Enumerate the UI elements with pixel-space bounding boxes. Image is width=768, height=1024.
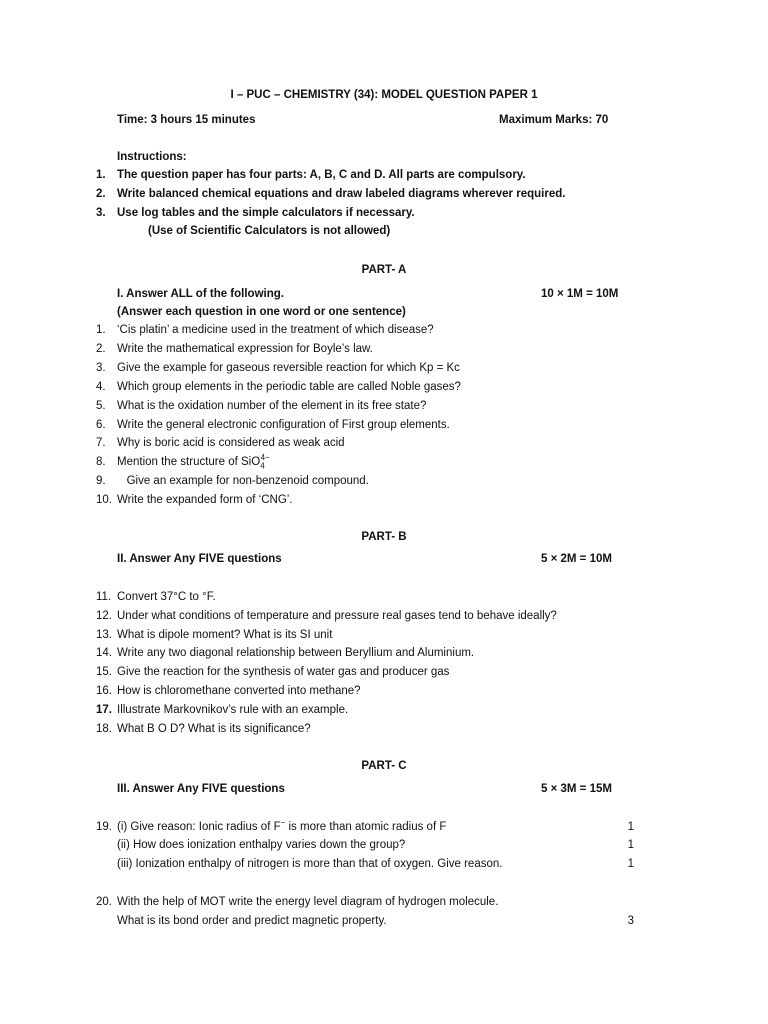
question-text: (i) Give reason: Ionic radius of F− is more than atomic radius of F: [117, 818, 447, 833]
question-text: Give the reaction for the synthesis of water gas and producer gas: [117, 666, 450, 679]
question-text: Which group elements in the periodic table are called Noble gases?: [117, 380, 461, 393]
max-marks-label: Maximum Marks: 70: [499, 114, 609, 126]
question-number: 8.: [96, 456, 106, 469]
question-text: What is dipole moment? What is its SI unit: [117, 628, 333, 641]
question-number: 17.: [96, 703, 112, 716]
part-a-instruction: I. Answer ALL of the following.: [117, 288, 284, 300]
question-text: What B O D? What is its significance?: [117, 722, 311, 735]
question-marks: 1: [627, 821, 634, 833]
question-text: (iii) Ionization enthalpy of nitrogen is more than that of oxygen. Give reason.: [117, 858, 503, 870]
question-text: Give the example for gaseous reversible reaction for which Kp = Kc: [117, 361, 460, 374]
question-number: 6.: [96, 418, 106, 431]
question-text: What is the oxidation number of the element in its free state?: [117, 399, 427, 412]
part-c-instruction: III. Answer Any FIVE questions: [117, 783, 285, 795]
question-number: 5.: [96, 399, 106, 412]
question-number: 13.: [96, 628, 112, 641]
question-number: 9.: [96, 475, 106, 488]
question-number: 10.: [96, 494, 112, 507]
question-text: Write any two diagonal relationship between Beryllium and Aluminium.: [117, 647, 475, 660]
question-marks: 1: [627, 858, 634, 870]
instruction-text: Use log tables and the simple calculators if necessary.: [117, 207, 415, 219]
instruction-number: 1.: [96, 169, 106, 181]
time-label: Time: 3 hours 15 minutes: [117, 114, 256, 126]
instruction-number: 3.: [96, 207, 106, 219]
formula-superscript: 4−: [260, 453, 270, 463]
question-number: 15.: [96, 666, 112, 679]
part-c-marks: 5 × 3M = 15M: [541, 783, 612, 795]
question-number: 11.: [96, 591, 112, 603]
instruction-text: Write balanced chemical equations and draw labeled diagrams wherever required.: [117, 188, 566, 200]
question-text: Write the general electronic configuration of First group elements.: [117, 418, 450, 431]
question-number: 4.: [96, 380, 106, 393]
question-text: Convert 37°C to °F.: [117, 591, 216, 603]
formula-subscript: 4: [260, 461, 265, 471]
question-text: (ii) How does ionization enthalpy varies down the group?: [117, 839, 406, 851]
instruction-number: 2.: [96, 188, 106, 200]
question-number: 19.: [96, 821, 112, 833]
question-number: 12.: [96, 609, 112, 622]
question-number: 3.: [96, 361, 106, 374]
question-number: 1.: [96, 324, 106, 336]
part-a-sub-instruction: (Answer each question in one word or one sentence): [117, 306, 406, 318]
instruction-text: The question paper has four parts: A, B, C and D. All parts are compulsory.: [117, 169, 526, 181]
calculator-note: (Use of Scientific Calculators is not allowed): [148, 225, 391, 237]
question-marks: 3: [627, 915, 634, 927]
question-number: 2.: [96, 342, 106, 355]
question-text: Why is boric acid is considered as weak acid: [117, 437, 345, 450]
question-number: 20.: [96, 896, 112, 908]
page-title: I – PUC – CHEMISTRY (34): MODEL QUESTION PAPER 1: [230, 89, 538, 101]
question-text: Write the expanded form of ‘CNG’.: [117, 494, 293, 507]
question-marks: 1: [627, 839, 634, 851]
part-a-marks: 10 × 1M = 10M: [541, 288, 619, 300]
part-a-heading: PART- A: [361, 264, 407, 276]
question-text: How is chloromethane converted into methane?: [117, 685, 361, 697]
question-number: 14.: [96, 647, 112, 660]
question-number: 7.: [96, 437, 106, 450]
part-b-marks: 5 × 2M = 10M: [541, 553, 612, 565]
question-text: Illustrate Markovnikov’s rule with an example.: [117, 703, 349, 716]
question-text: With the help of MOT write the energy level diagram of hydrogen molecule.: [117, 896, 499, 908]
question-text: Write the mathematical expression for Boyle’s law.: [117, 342, 373, 355]
question-text: Under what conditions of temperature and pressure real gases tend to behave ideally?: [117, 609, 557, 622]
question-number: 16.: [96, 685, 112, 697]
question-text: Mention the structure of SiO$_4^{4-}$: [117, 453, 270, 471]
instructions-heading: Instructions:: [117, 151, 187, 163]
part-c-heading: PART- C: [361, 760, 407, 772]
question-text: Give an example for non-benzenoid compound.: [117, 475, 369, 488]
part-b-heading: PART- B: [361, 531, 407, 543]
question-number: 18.: [96, 722, 112, 735]
question-text: ‘Cis platin’ a medicine used in the treatment of which disease?: [117, 324, 434, 336]
question-text: What is its bond order and predict magnetic property.: [117, 915, 387, 927]
part-b-instruction: II. Answer Any FIVE questions: [117, 553, 282, 565]
